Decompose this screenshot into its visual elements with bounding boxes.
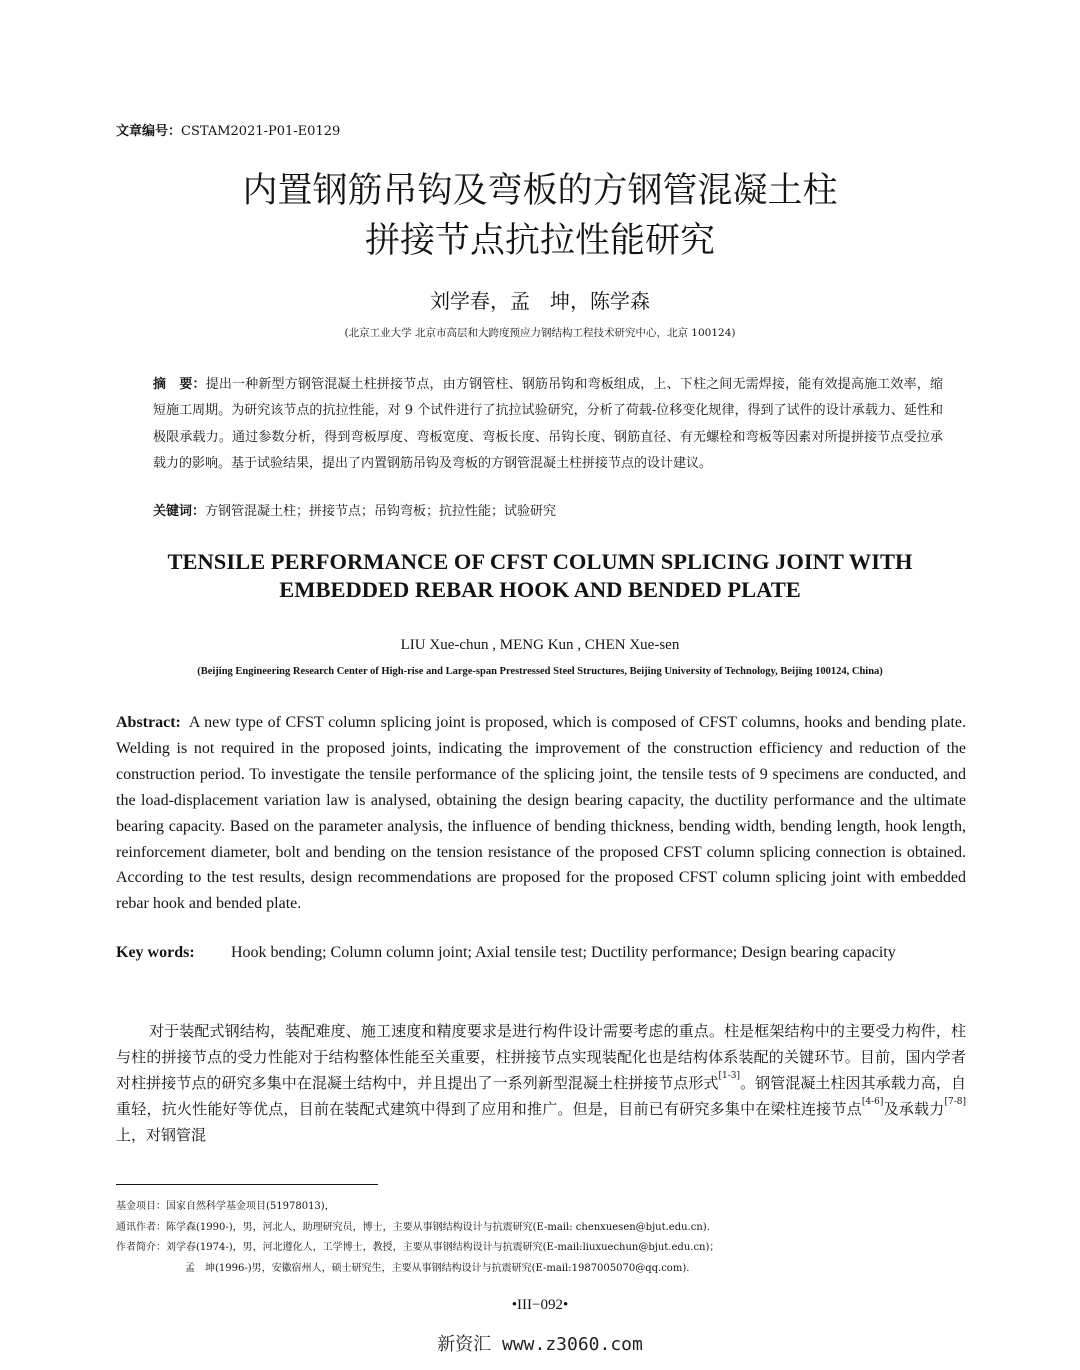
footnote-bio — [116, 1241, 966, 1254]
body-text-part1: 对于装配式钢结构，装配难度、施工速度和精度要求是进行构件设计需要考虑的重点。柱是框架结构中的主要受力构件，柱与柱的拼接节点的受力性能对于结构整体性能至关重要，柱拼接节点实现装配化也是结构体系装配的关键环节。目前，国内学者对柱拼接节点的研究多集中在混凝土结构中，并且提出了一系列新型混凝土柱拼接节点形式 — [116, 1022, 966, 1092]
citation-7-8: [7-8] — [944, 1097, 966, 1107]
footnote-fund — [116, 1200, 966, 1213]
en-keywords — [116, 940, 966, 966]
article-number-value: CSTAM2021-P01-E0129 — [181, 124, 341, 139]
cn-affiliation: (北京工业大学 北京市高层和大跨度预应力钢结构工程技术研究中心，北京 100124) — [344, 327, 736, 339]
footnote-divider — [116, 1184, 378, 1185]
body-text-part3: 及承载力 — [883, 1100, 945, 1118]
article-number-label: 文章编号： — [116, 124, 182, 139]
cn-keywords — [153, 500, 556, 519]
en-affiliation: (Beijing Engineering Research Center of High-rise and Large-span Prestressed Steel Structures, Beijing University of Technology, Beijing 100124, China) — [197, 666, 883, 677]
body-text-part2: 。钢管混凝土柱因其承载力高，自重轻，抗火性能好等优点，目前在装配式建筑中得到了应用和推广。但是，目前已有研究多集中在梁柱连接节点 — [116, 1074, 966, 1118]
en-title-line2: EMBEDDED REBAR HOOK AND BENDED PLATE — [279, 577, 801, 602]
en-keywords-text: Hook bending; Column column joint; Axial tensile test; Ductility performance; Design bearing capacity — [231, 944, 896, 961]
citation-4-6: [4-6] — [861, 1097, 884, 1107]
footnote-bio-1: 刘学春(1974-)，男，河北遵化人，工学博士，教授，主要从事钢结构设计与抗震研究(E-mail:liuxuechun@bjut.edu.cn)； — [166, 1242, 720, 1253]
body-paragraph — [116, 1018, 966, 1148]
cn-authors: 刘学春，孟 坤，陈学森 — [430, 289, 650, 313]
en-abstract-text: A new type of CFST column splicing joint is proposed, which is composed of CFST columns, hooks and bending plate. Welding is not required in the proposed joints, indicating the improvement of the construction efficiency and reduction of the construction period. To investigate the tensile performance of the splicing joint, the tensile tests of 9 specimens are conducted, and the load-displacement variation law is analysed, obtaining the design bearing capacity, the ductility performance and the ultimate bearing capacity. Based on the parameter analysis, the influence of bending thickness, bending width, bending length, hook length, reinforcement diameter, bolt and bending on the tension resistance of the proposed CFST column splicing connection is obtained. According to the test results, design recommendations are proposed for the proposed CFST column splicing joint with embedded rebar hook and bended plate. — [116, 714, 966, 913]
en-authors: LIU Xue-chun , MENG Kun , CHEN Xue-sen — [400, 637, 680, 653]
en-title-line1: TENSILE PERFORMANCE OF CFST COLUMN SPLICING JOINT WITH — [167, 549, 913, 574]
footnote-bio-label: 作者简介： — [116, 1242, 166, 1253]
footnote-corresponding — [116, 1221, 966, 1234]
footnote-fund-label: 基金项目： — [116, 1201, 166, 1212]
watermark-text: 新资汇 www.z3060.com — [437, 1334, 643, 1355]
en-abstract-label: Abstract: — [116, 714, 181, 731]
cn-title-line1: 内置钢筋吊钩及弯板的方钢管混凝土柱 — [242, 171, 838, 211]
footnote-fund-text: 国家自然科学基金项目(51978013)， — [166, 1201, 335, 1212]
footnote-corr-label: 通讯作者： — [116, 1222, 166, 1233]
cn-abstract-text: 提出一种新型方钢管混凝土柱拼接节点，由方钢管柱、钢筋吊钩和弯板组成，上、下柱之间无需焊接，能有效提高施工效率，缩短施工周期。为研究该节点的抗拉性能，对 9 个试件进行了抗拉试验研究，分析了荷载-位移变化规律，得到了试件的设计承载力、延性和极限承载力。通过参数分析，得到弯板厚度、弯板宽度、弯板长度、吊钩长度、钢筋直径、有无螺栓和弯板等因素对所提拼接节点受拉承载力的影响。基于试验结果，提出了内置钢筋吊钩及弯板的方钢管混凝土柱拼接节点的设计建议。 — [153, 377, 943, 471]
citation-1-3: [1-3] — [718, 1071, 741, 1081]
body-text-part4: 上，对钢管混 — [116, 1126, 207, 1144]
footnote-corr-text: 陈学森(1990-)，男，河北人，助理研究员，博士，主要从事钢结构设计与抗震研究(E-mail: chenxuesen@bjut.edu.cn). — [166, 1222, 710, 1233]
cn-keywords-label: 关键词： — [153, 504, 206, 519]
cn-abstract-label: 摘 要： — [153, 377, 206, 392]
cn-keywords-text: 方钢管混凝土柱；拼接节点；吊钩弯板；抗拉性能；试验研究 — [205, 504, 557, 519]
cn-title-line2: 拼接节点抗拉性能研究 — [364, 221, 715, 261]
en-abstract — [116, 710, 966, 917]
en-keywords-label: Key words: — [116, 944, 195, 961]
cn-abstract — [153, 372, 943, 477]
footnote-bio-2: 孟 坤(1996-)男，安徽宿州人，硕士研究生，主要从事钢结构设计与抗震研究(E-mail:1987005070@qq.com). — [185, 1263, 690, 1274]
page-number: •III−092• — [511, 1297, 569, 1313]
article-number — [116, 120, 340, 139]
